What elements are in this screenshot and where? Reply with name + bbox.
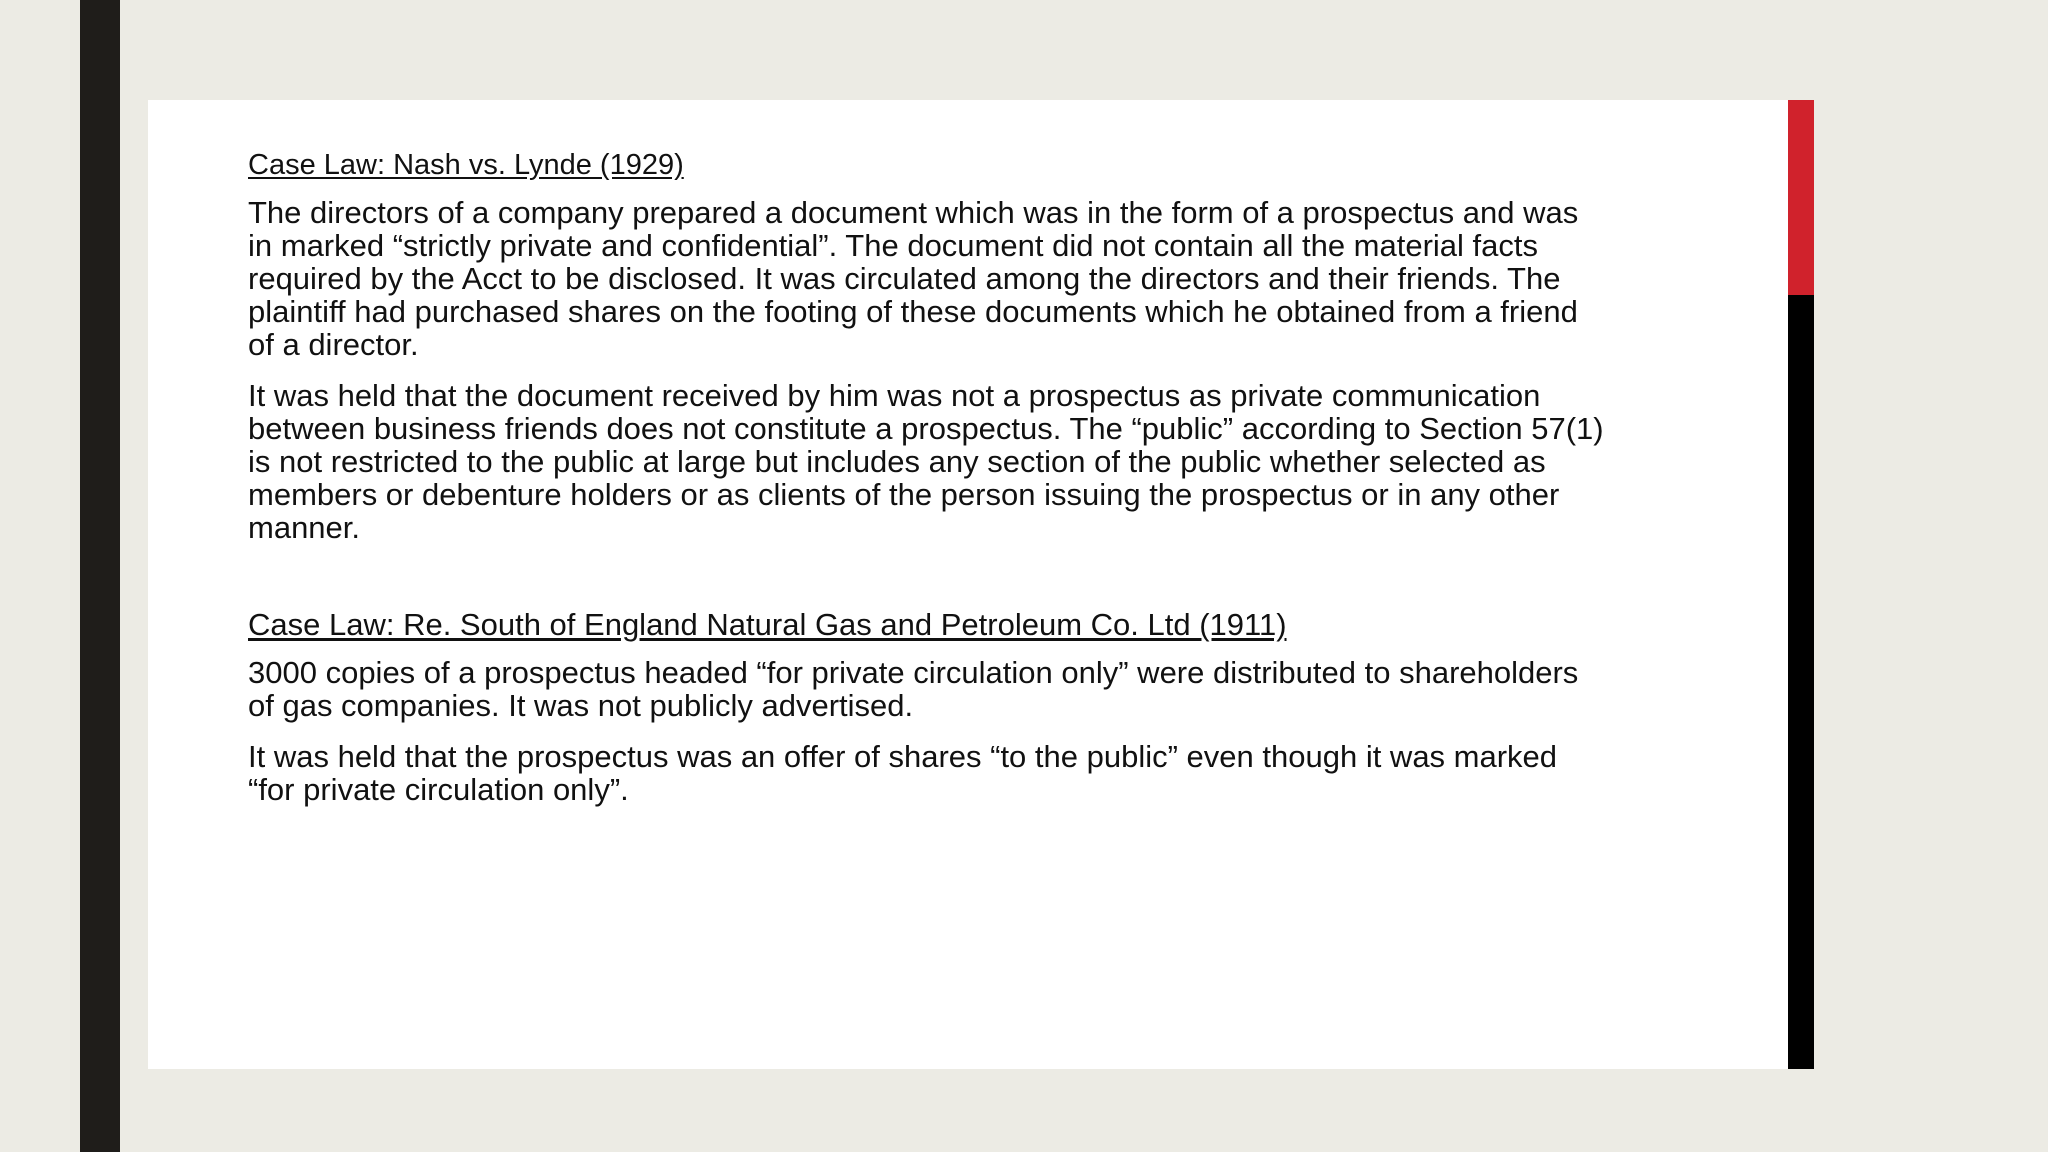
slide-content (248, 148, 1608, 824)
right-accent-strip-red (1788, 100, 1814, 295)
case-facts-south-of-england-gas: 3000 copies of a prospectus headed “for private circulation only” were distributed to shareholders of gas companies. It was not publicly advertised. (248, 655, 1579, 723)
case-facts-nash-vs-lynde: The directors of a company prepared a document which was in the form of a prospectus and was in marked “strictly private and confidential”. The document did not contain all the material facts required by the Acct to be disclosed. It was circulated among the directors and their friends. The plaintiff had purchased shares on the footing of these documents which he obtained from a friend of a director. (248, 195, 1579, 362)
case-title-nash-vs-lynde: Case Law: Nash vs. Lynde (1929) (248, 149, 684, 181)
right-accent-strip (1788, 100, 1814, 1069)
left-decorative-bar (80, 0, 120, 1152)
case-holding-nash-vs-lynde: It was held that the document received by him was not a prospectus as private communication between business friends does not constitute a prospectus. The “public” according to Section 57(1) is not restricted to the public at large but includes any section of the public whether selected as members or debenture holders or as clients of the person issuing the prospectus or in any other manner. (248, 378, 1604, 545)
case-title-south-of-england-gas: Case Law: Re. South of England Natural Gas and Petroleum Co. Ltd (1911) (248, 607, 1287, 642)
case-holding-south-of-england-gas: It was held that the prospectus was an offer of shares “to the public” even though it was marked “for private circulation only”. (248, 739, 1558, 807)
